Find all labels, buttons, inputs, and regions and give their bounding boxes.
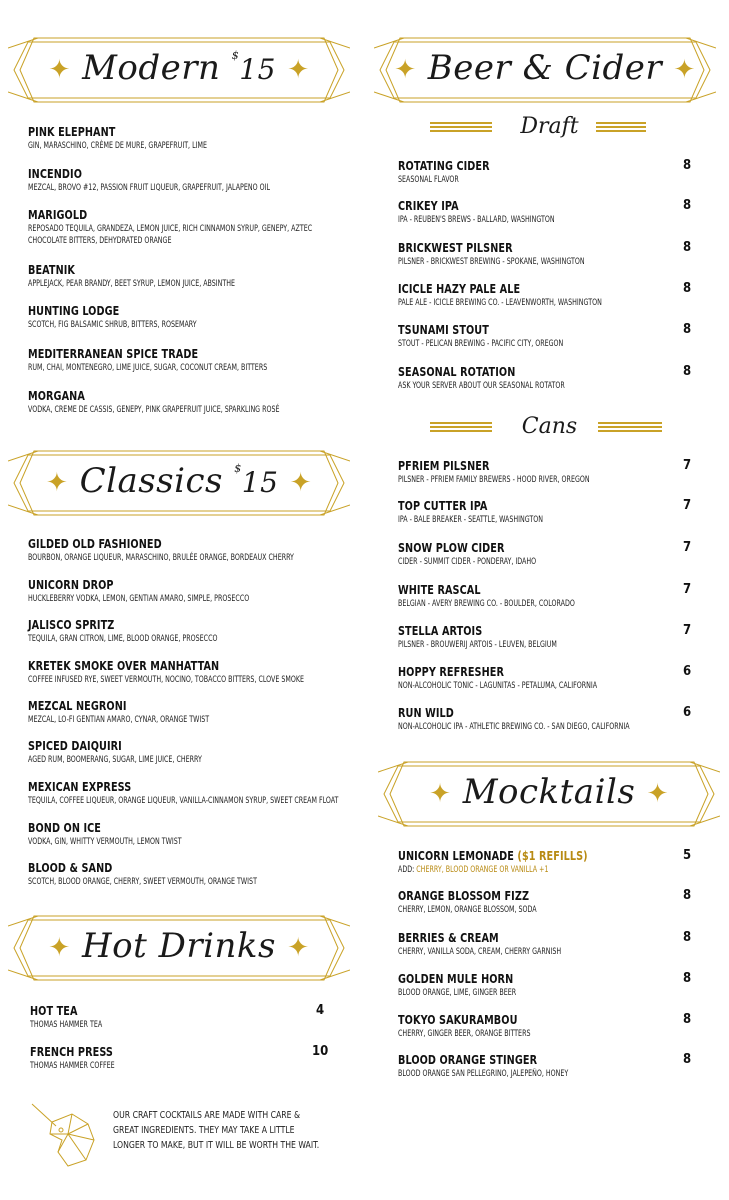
item-price: 8 — [683, 364, 692, 379]
item-name: SEASONAL ROTATION — [398, 364, 516, 379]
item-name: RUN WILD — [398, 705, 454, 720]
item-name: MARIGOLD — [28, 207, 88, 222]
item-price: 8 — [683, 1012, 692, 1027]
item-desc: IPA - BALE BREAKER - SEATTLE, WASHINGTON — [398, 515, 543, 525]
item-name: BEATNIK — [28, 262, 76, 277]
item-price: 8 — [683, 240, 692, 255]
item-desc: THOMAS HAMMER TEA — [30, 1020, 103, 1030]
footer-note: OUR CRAFT COCKTAILS ARE MADE WITH CARE & GREAT INGREDIENTS. THEY MAY TAKE A LITTLE LONGER TO MAKE, BUT IT WILL BE WORTH THE WAIT. — [113, 1110, 320, 1151]
item-price: 7 — [683, 458, 692, 473]
list-item — [28, 346, 320, 374]
sparkle-icon: ✦ — [48, 55, 71, 85]
list-item — [28, 860, 307, 888]
list-item — [28, 820, 215, 848]
sparkle-icon: ✦ — [394, 55, 417, 85]
sparkle-icon: ✦ — [289, 468, 313, 498]
modern-title: Modern — [82, 48, 221, 88]
list-item — [28, 262, 281, 290]
item-name: BERRIES & CREAM — [398, 930, 499, 945]
item-price: 8 — [683, 322, 692, 337]
list-item — [398, 582, 698, 610]
list-item — [398, 240, 698, 268]
item-name: BLOOD ORANGE STINGER — [398, 1052, 538, 1067]
item-desc: SCOTCH, FIG BALSAMIC SHRUB, BITTERS, ROSEMARY — [28, 320, 197, 330]
item-name: MEDITERRANEAN SPICE TRADE — [28, 346, 199, 361]
item-desc: TEQUILA, COFFEE LIQUEUR, ORANGE LIQUEUR, VANILLA-CINNAMON SYRUP, SWEET CREAM FLOAT — [28, 796, 339, 806]
item-name: UNICORN DROP — [28, 577, 114, 592]
item-name: ICICLE HAZY PALE ALE — [398, 281, 521, 296]
item-price: 7 — [683, 540, 692, 555]
list-item — [28, 536, 352, 564]
list-item — [398, 705, 698, 733]
item-desc: BLOOD ORANGE, LIME, GINGER BEER — [398, 988, 517, 998]
item-name: MEZCAL NEGRONI — [28, 698, 127, 713]
list-item — [28, 617, 259, 645]
modern-price: $15 — [231, 48, 276, 86]
item-desc: RUM, CHAI, MONTENEGRO, LIME JUICE, SUGAR, COCONUT CREAM, BITTERS — [28, 363, 268, 373]
item-name: BLOOD & SAND — [28, 860, 113, 875]
item-name: HUNTING LODGE — [28, 303, 120, 318]
item-desc: GIN, MARASCHINO, CRÈME DE MURE, GRAPEFRUIT, LIME — [28, 141, 207, 151]
modern-banner — [8, 34, 350, 106]
sparkle-icon: ✦ — [48, 933, 71, 963]
list-item — [28, 658, 365, 686]
item-desc: BELGIAN - AVERY BREWING CO. - BOULDER, COLORADO — [398, 599, 575, 609]
list-item — [398, 158, 698, 186]
cans-title: Cans — [521, 414, 578, 439]
item-desc: STOUT - PELICAN BREWING - PACIFIC CITY, OREGON — [398, 339, 564, 349]
draft-subheading — [370, 114, 729, 140]
hot-drinks-title: Hot Drinks — [82, 926, 276, 966]
beer-cider-banner — [374, 34, 716, 106]
classics-title: Classics — [79, 461, 223, 501]
item-desc: REPOSADO TEQUILA, GRANDEZA, LEMON JUICE, RICH CINNAMON SYRUP, GENEPY, AZTEC — [28, 224, 313, 234]
hot-drinks-banner — [8, 912, 350, 984]
cans-subheading — [370, 414, 729, 440]
item-name: TOKYO SAKURAMBOU — [398, 1012, 518, 1027]
list-item — [28, 577, 298, 605]
list-item — [30, 1044, 329, 1072]
gold-lines-right — [596, 122, 646, 134]
list-item — [398, 623, 698, 651]
item-desc: PALE ALE - ICICLE BREWING CO. - LEAVENWORTH, WASHINGTON — [398, 298, 602, 308]
item-desc: NON-ALCOHOLIC TONIC - LAGUNITAS - PETALUMA, CALIFORNIA — [398, 681, 598, 691]
item-name: WHITE RASCAL — [398, 582, 481, 597]
item-price: 8 — [683, 158, 692, 173]
item-desc: PILSNER - BROUWERIJ ARTOIS - LEUVEN, BELGIUM — [398, 640, 557, 650]
item-name: MEXICAN EXPRESS — [28, 779, 132, 794]
list-item — [30, 1003, 325, 1031]
list-item — [398, 888, 698, 916]
item-desc: CIDER - SUMMIT CIDER - PONDERAY, IDAHO — [398, 557, 537, 567]
item-name: SPICED DAIQUIRI — [28, 738, 122, 753]
item-price: 6 — [683, 705, 692, 720]
footer — [28, 1100, 358, 1170]
item-price: 8 — [683, 930, 692, 945]
list-item — [28, 166, 323, 194]
item-name: INCENDIO — [28, 166, 83, 181]
item-name: JALISCO SPRITZ — [28, 617, 115, 632]
item-name: SNOW PLOW CIDER — [398, 540, 505, 555]
item-price: 10 — [312, 1044, 329, 1059]
list-item — [28, 303, 234, 331]
item-price: 7 — [683, 498, 692, 513]
item-price: 5 — [683, 848, 692, 863]
item-desc: SCOTCH, BLOOD ORANGE, CHERRY, SWEET VERMOUTH, ORANGE TWIST — [28, 877, 257, 887]
item-name: HOPPY REFRESHER — [398, 664, 504, 679]
sparkle-icon: ✦ — [45, 468, 69, 498]
classics-price: $15 — [234, 461, 279, 499]
list-item — [398, 540, 698, 568]
list-item — [398, 498, 698, 526]
item-desc: CHERRY, GINGER BEER, ORANGE BITTERS — [398, 1029, 531, 1039]
sparkle-icon: ✦ — [429, 779, 452, 809]
list-item — [398, 1012, 698, 1040]
gold-lines-right — [598, 422, 662, 434]
classics-banner — [8, 447, 350, 519]
item-name: KRETEK SMOKE OVER MANHATTAN — [28, 658, 220, 673]
item-desc: SEASONAL FLAVOR — [398, 175, 459, 185]
list-item — [28, 698, 249, 726]
list-item — [398, 364, 698, 392]
item-price: 8 — [683, 888, 692, 903]
sparkle-icon: ✦ — [287, 55, 310, 85]
unicorn-logo-icon — [28, 1100, 103, 1168]
item-desc: AGED RUM, BOOMERANG, SUGAR, LIME JUICE, CHERRY — [28, 755, 202, 765]
item-name: UNICORN LEMONADE ($1 REFILLS) — [398, 848, 588, 863]
item-desc: IPA - REUBEN'S BREWS - BALLARD, WASHINGTON — [398, 215, 555, 225]
list-item — [28, 207, 375, 247]
item-desc: VODKA, CREME DE CASSIS, GENEPY, PINK GRAPEFRUIT JUICE, SPARKLING ROSÉ — [28, 405, 280, 415]
item-desc: ADD: CHERRY, BLOOD ORANGE OR VANILLA +1 — [398, 865, 549, 875]
item-name: ORANGE BLOSSOM FIZZ — [398, 888, 530, 903]
item-desc: MEZCAL, LO-FI GENTIAN AMARO, CYNAR, ORANGE TWIST — [28, 715, 210, 725]
list-item — [398, 322, 698, 350]
sparkle-icon: ✦ — [287, 933, 310, 963]
item-name: GILDED OLD FASHIONED — [28, 536, 162, 551]
item-desc: CHERRY, VANILLA SODA, CREAM, CHERRY GARNISH — [398, 947, 562, 957]
item-desc: CHERRY, LEMON, ORANGE BLOSSOM, SODA — [398, 905, 537, 915]
item-desc: COFFEE INFUSED RYE, SWEET VERMOUTH, NOCINO, TOBACCO BITTERS, CLOVE SMOKE — [28, 675, 305, 685]
item-name: TOP CUTTER IPA — [398, 498, 488, 513]
item-name: MORGANA — [28, 388, 85, 403]
item-price: 8 — [683, 198, 692, 213]
list-item — [398, 848, 698, 876]
item-desc: ASK YOUR SERVER ABOUT OUR SEASONAL ROTATOR — [398, 381, 565, 391]
list-item — [398, 281, 698, 309]
item-desc: APPLEJACK, PEAR BRANDY, BEET SYRUP, LEMON JUICE, ABSINTHE — [28, 279, 236, 289]
item-name: PINK ELEPHANT — [28, 124, 116, 139]
item-price: 8 — [683, 281, 692, 296]
item-desc: VODKA, GIN, WHITTY VERMOUTH, LEMON TWIST — [28, 837, 182, 847]
draft-title: Draft — [520, 114, 579, 139]
list-item — [398, 458, 698, 486]
item-name: HOT TEA — [30, 1003, 78, 1018]
item-desc: NON-ALCOHOLIC IPA - ATHLETIC BREWING CO. - SAN DIEGO, CALIFORNIA — [398, 722, 630, 732]
item-desc: CHOCOLATE BITTERS, DEHYDRATED ORANGE — [28, 236, 172, 246]
item-name: TSUNAMI STOUT — [398, 322, 489, 337]
mocktails-banner — [378, 758, 720, 830]
item-desc: HUCKLEBERRY VODKA, LEMON, GENTIAN AMARO, SIMPLE, PROSECCO — [28, 594, 250, 604]
item-name: GOLDEN MULE HORN — [398, 971, 514, 986]
item-name: ROTATING CIDER — [398, 158, 490, 173]
item-name: STELLA ARTOIS — [398, 623, 483, 638]
item-desc: BOURBON, ORANGE LIQUEUR, MARASCHINO, BRULÉE ORANGE, BORDEAUX CHERRY — [28, 553, 294, 563]
sparkle-icon: ✦ — [673, 55, 696, 85]
list-item — [398, 971, 698, 999]
beer-cider-title: Beer & Cider — [427, 48, 663, 88]
item-name: PFRIEM PILSNER — [398, 458, 490, 473]
list-item — [398, 1052, 698, 1080]
item-price: 7 — [683, 623, 692, 638]
item-price: 4 — [316, 1003, 325, 1018]
item-desc: PILSNER - BRICKWEST BREWING - SPOKANE, WASHINGTON — [398, 257, 585, 267]
item-desc: PILSNER - PFRIEM FAMILY BREWERS - HOOD RIVER, OREGON — [398, 475, 590, 485]
item-price: 6 — [683, 664, 692, 679]
list-item — [28, 124, 246, 152]
list-item — [28, 738, 240, 766]
item-desc: BLOOD ORANGE SAN PELLEGRINO, JALEPEÑO, HONEY — [398, 1069, 569, 1079]
item-name: FRENCH PRESS — [30, 1044, 113, 1059]
item-price: 8 — [683, 971, 692, 986]
list-item — [398, 198, 698, 226]
item-name: BRICKWEST PILSNER — [398, 240, 513, 255]
list-item — [28, 779, 407, 807]
item-price: 7 — [683, 582, 692, 597]
item-name: CRIKEY IPA — [398, 198, 459, 213]
list-item — [398, 664, 698, 692]
list-item — [28, 388, 335, 416]
item-desc: THOMAS HAMMER COFFEE — [30, 1061, 115, 1071]
sparkle-icon: ✦ — [646, 779, 669, 809]
mocktails-title: Mocktails — [462, 772, 636, 812]
refill-note: ($1 REFILLS) — [517, 848, 588, 863]
item-name: BOND ON ICE — [28, 820, 102, 835]
item-desc: TEQUILA, GRAN CITRON, LIME, BLOOD ORANGE, PROSECCO — [28, 634, 218, 644]
list-item — [398, 930, 698, 958]
item-desc: MEZCAL, BROVO #12, PASSION FRUIT LIQUEUR, GRAPEFRUIT, JALAPENO OIL — [28, 183, 271, 193]
item-price: 8 — [683, 1052, 692, 1067]
